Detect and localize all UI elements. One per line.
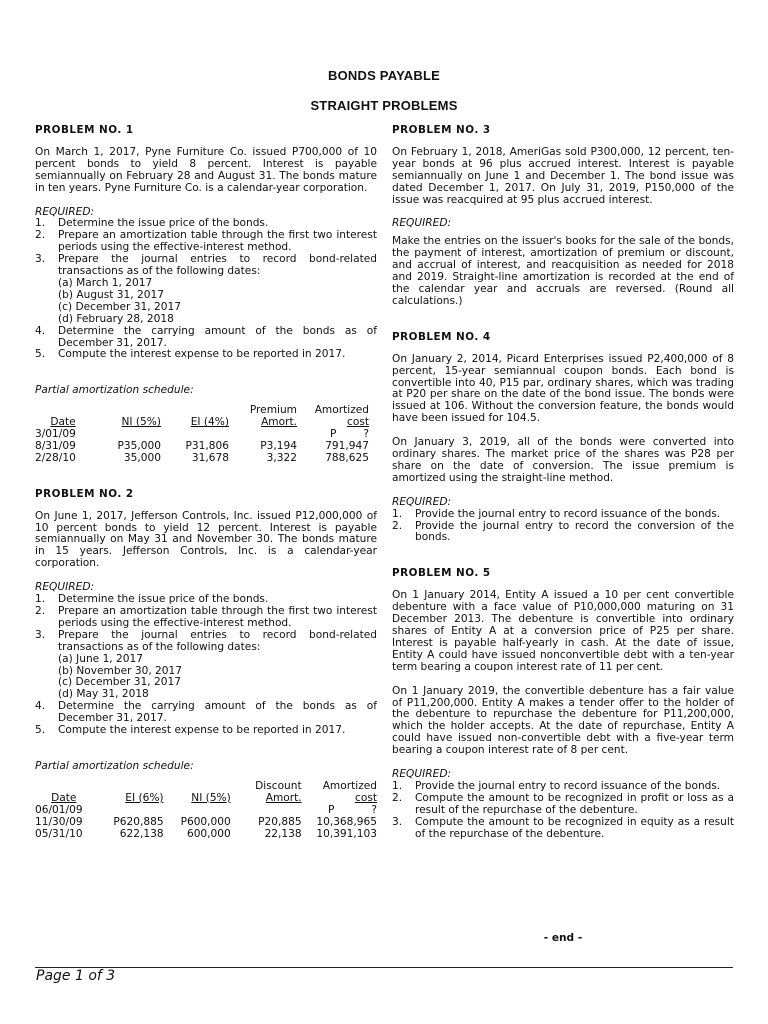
list-item: 3. Compute the amount to be recognized in equity as a result of the repurchase of the debenture. [392,815,734,840]
problem-2-amortization-table [35,781,377,841]
problem-4-body: On January 2, 2014, Picard Enterprises issued P2,400,000 of 8 percent, 15-year semiannual coupon bonds. Each bond is convertible into 40, P15 par, ordinary shares, which was trading at P20 per share on the date of the bond issue. The bonds were issued at 106. Without the conversion feature, the bonds would have been issued for 104.5. [392,352,734,425]
list-item: 5. Compute the interest expense to be reported in 2017. [35,724,346,737]
footer-divider [35,967,733,968]
problem-4-body-2: On January 3, 2019, all of the bonds were converted into ordinary shares. The market price of the shares was P28 per share on the date of conversion. The issue premium is amortized using the straight-line method. [392,436,734,484]
column-header: cost [355,791,377,804]
list-item: 3. Prepare the journal entries to record bond-related transactions as of the following dates: (a) March 1, 2017 (b) August 31, 2017 (c) December 31, 2017 (d) February 28, 2018 [35,253,377,325]
column-header: EI (4%) [190,416,229,429]
problem-2-date-list [58,654,377,702]
problem-3-required-label: REQUIRED: [392,217,452,230]
column-header: Amort. [265,791,302,804]
column-header: Date [50,416,76,429]
list-item: 2. Prepare an amortization table through the first two interest periods using the effective-interest method. [35,229,377,254]
page-subtitle: STRAIGHT PROBLEMS [310,98,458,113]
page-title: BONDS PAYABLE [328,68,440,83]
problem-1-requirements [35,218,377,361]
list-item: 4. Determine the carrying amount of the bonds as of December 31, 2017. [35,700,377,725]
problem-1-amortization-table [35,405,369,465]
problem-4-required-label: REQUIRED: [392,495,452,508]
table-header-row [35,417,369,429]
problem-1-heading: PROBLEM NO. 1 [35,124,134,136]
list-item: (c) December 31, 2017 [58,676,181,689]
problem-5-body: On 1 January 2014, Entity A issued a 10 per cent convertible debenture with a face value of P10,000,000 maturing on 31 December 2013. The debenture is convertible into ordinary shares of Entity A at a conversion price of P25 per share. Interest is payable half-yearly in cash. At the date of issue, Entity A could have issued nonconvertible debt with a ten-year term bearing a coupon interest rate of 11 per cent. [392,589,734,673]
list-item: (b) November 30, 2017 [58,664,183,677]
table-row: 06/01/09 P ? [35,803,377,816]
page-number: Page 1 of 3 [36,968,116,984]
table-row: 8/31/09 P35,000 P31,806 P3,194 791,947 [35,439,369,452]
table-row: 2/28/10 35,000 31,678 3,322 788,625 [35,451,369,464]
problem-2-required-label: REQUIRED: [35,581,95,594]
problem-3-requirement: Make the entries on the issuer's books for the sale of the bonds, the payment of interest, amortization of premium or discount, and accrual of interest, and reacquisition as needed for 2018 and 2019. Straight-line amortization is recorded at the end of the calendar year and accruals are reversed. (Round all calculations.) [392,235,734,307]
problem-1-schedule-title: Partial amortization schedule: [35,384,194,397]
list-item: (a) March 1, 2017 [58,276,153,289]
column-header: EI (6%) [125,791,164,804]
table-header-row [35,793,377,805]
end-marker: - end - [543,932,583,944]
problem-1-date-list [58,278,377,326]
problem-3-heading: PROBLEM NO. 3 [392,124,491,136]
column-header: NI (5%) [121,416,161,429]
list-item: 4. Determine the carrying amount of the bonds as of December 31, 2017. [35,324,377,349]
list-item: (c) December 31, 2017 [58,300,181,313]
problem-5-heading: PROBLEM NO. 5 [392,567,491,580]
table-row: 11/30/09 P620,885 P600,000 P20,885 10,368,965 [35,815,377,828]
column-header: NI (5%) [191,791,231,804]
problem-5-requirements [392,781,734,841]
problem-2-body: On June 1, 2017, Jefferson Controls, Inc. issued P12,000,000 of 10 percent bonds to yield 12 percent. Interest is payable semiannually on May 31 and November 30. The bonds mature in 15 years. Jefferson Controls, Inc. is a calendar-year corporation. [35,509,377,570]
problem-4-heading: PROBLEM NO. 4 [392,330,491,343]
problem-3-body: On February 1, 2018, AmeriGas sold P300,000, 12 percent, ten-year bonds at 96 plus accrued interest. Interest is payable semiannually on June 1 and December 1. The bond issue was dated December 1, 2017. On July 31, 2019, P150,000 of the issue was reacquired at 95 plus accrued interest. [392,145,734,206]
problem-2-schedule-title: Partial amortization schedule: [35,759,194,772]
problem-1-required-label: REQUIRED: [35,205,95,218]
list-item: (d) May 31, 2018 [58,688,149,701]
list-item: 5. Compute the interest expense to be reported in 2017. [35,348,346,361]
list-item: 1. Provide the journal entry to record issuance of the bonds. [392,507,721,520]
problem-2-heading: PROBLEM NO. 2 [35,487,134,500]
table-row: 3/01/09 P ? [35,428,369,441]
list-item: (b) August 31, 2017 [58,288,164,301]
list-item: 2. Prepare an amortization table through the first two interest periods using the effective-interest method. [35,605,377,629]
list-item: (d) February 28, 2018 [58,312,174,325]
list-item: 1. Determine the issue price of the bonds. [35,217,269,230]
left-column [35,125,377,840]
problem-5-body-2: On 1 January 2019, the convertible debenture has a fair value of P11,200,000. Entity A makes a tender offer to the holder of the debenture to repurchase the debenture for P11,200,000, which the holder accepts. At the date of repurchase, Entity A could have issued non-convertible debt with a five-year term bearing a coupon interest rate of 8 per cent. [392,684,734,757]
list-item: 3. Prepare the journal entries to record bond-related transactions as of the following dates: (a) June 1, 2017 (b) November 30, 2017 (c) December 31, 2017 (d) May 31, 2018 [35,628,377,701]
list-item: 2. Compute the amount to be recognized in profit or loss as a result of the repurchase of the debenture. [392,791,734,816]
list-item: 1. Provide the journal entry to record issuance of the bonds. [392,779,721,792]
table-header-row: Premium Amortized [249,404,369,417]
list-item: 2. Provide the journal entry to record the conversion of the bonds. [392,519,734,544]
problem-4-requirements [392,509,734,545]
problem-1-body: On March 1, 2017, Pyne Furniture Co. issued P700,000 of 10 percent bonds to yield 8 percent. Interest is payable semiannually on February 28 and August 31. The bonds mature in ten years. Pyne Furniture Co. is a calendar-year corporation. [35,145,377,194]
problem-5-required-label: REQUIRED: [392,768,452,781]
problem-2-requirements [35,594,377,737]
table-row: 05/31/10 622,138 600,000 22,138 10,391,103 [35,827,377,840]
right-column [392,125,734,841]
column-header: cost [347,416,369,429]
list-item: (a) June 1, 2017 [58,652,143,665]
column-header: Date [51,791,77,804]
table-header-row: Discount Amortized [255,779,377,792]
column-header: Amort. [261,416,297,429]
list-item: 1. Determine the issue price of the bonds. [35,593,269,606]
